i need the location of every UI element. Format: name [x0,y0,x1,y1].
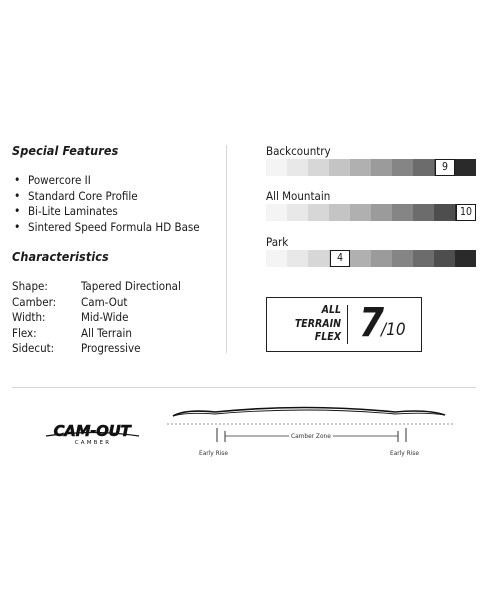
scale-value-marker: 10 [456,204,476,221]
scale-segment [287,159,308,176]
scale-segment [434,204,455,221]
scale-segment [371,250,392,267]
all-mountain-label: All Mountain [266,189,331,203]
flex-rating-box [266,297,422,352]
characteristic-key: Width: [12,310,46,324]
flex-label-line: TERRAIN [294,317,341,330]
column-divider [226,145,227,353]
characteristic-key: Camber: [12,294,57,309]
scale-segment [329,159,350,176]
flex-value: 7 [359,300,385,346]
feature-item: • Standard Core Profile [14,189,200,205]
scale-segment [413,250,434,267]
flex-label-line: FLEX [314,331,341,343]
characteristic-row [12,295,217,311]
scale-value-marker: 9 [435,159,455,176]
scale-segment [266,250,287,267]
scale-segment [455,204,476,221]
scale-segment [392,159,413,176]
all-mountain-scale [266,204,476,221]
scale-segment [350,204,371,221]
characteristic-key: Shape: [12,279,48,293]
scale-segment [308,204,329,221]
backcountry-label: Backcountry [266,144,331,158]
characteristic-key: Flex: [12,325,37,340]
characteristic-key: Sidecut: [12,341,55,355]
flex-label-line: ALL [321,304,341,316]
flex-label [267,304,341,345]
scale-segment [392,204,413,221]
characteristic-value: Tapered Directional [81,279,181,293]
scale-segment [350,159,371,176]
characteristic-row [12,326,217,342]
logo-main-text: CAM-OUT [53,422,131,440]
scale-segment [266,159,287,176]
scale-segment [434,250,455,267]
board-profile-top [173,408,445,417]
special-features-list [14,173,200,235]
scale-segment [413,204,434,221]
scale-segment [350,250,371,267]
scale-segment [329,250,350,267]
scale-value-marker: 4 [330,250,350,267]
camber-zone-label: Camber Zone [291,432,331,440]
scale-segment [329,204,350,221]
cam-out-camber-logo [40,420,145,448]
special-features-heading: Special Features [12,143,119,158]
characteristic-value: All Terrain [81,325,132,340]
scale-segment [266,204,287,221]
scale-segment [392,250,413,267]
park-scale [266,250,476,267]
scale-segment [287,250,308,267]
characteristics-heading: Characteristics [12,249,109,264]
characteristic-value: Mid-Wide [81,310,129,324]
characteristic-value: Progressive [81,341,141,355]
scale-segment [287,204,308,221]
characteristic-row [12,341,217,357]
scale-segment [371,204,392,221]
feature-item: • Bi-Lite Laminates [14,204,200,220]
scale-segment [413,159,434,176]
feature-item: • Powercore II [14,173,200,189]
early-rise-right-label: Early Rise [390,449,419,457]
scale-segment [371,159,392,176]
scale-segment [434,159,455,176]
scale-segment [308,250,329,267]
characteristics-table [12,279,217,357]
section-divider [12,387,476,388]
early-rise-left-label: Early Rise [199,449,228,457]
scale-segment [308,159,329,176]
characteristic-row [12,279,217,295]
flex-separator [347,305,348,344]
park-label: Park [266,235,289,249]
scale-segment [455,159,476,176]
backcountry-scale [266,159,476,176]
characteristic-row [12,310,217,326]
logo-sub-text: CAMBER [74,440,112,446]
scale-segment [455,250,476,267]
flex-denominator: /10 [381,320,406,340]
characteristic-value: Cam-Out [81,294,128,309]
feature-item: • Sintered Speed Formula HD Base [14,220,200,236]
